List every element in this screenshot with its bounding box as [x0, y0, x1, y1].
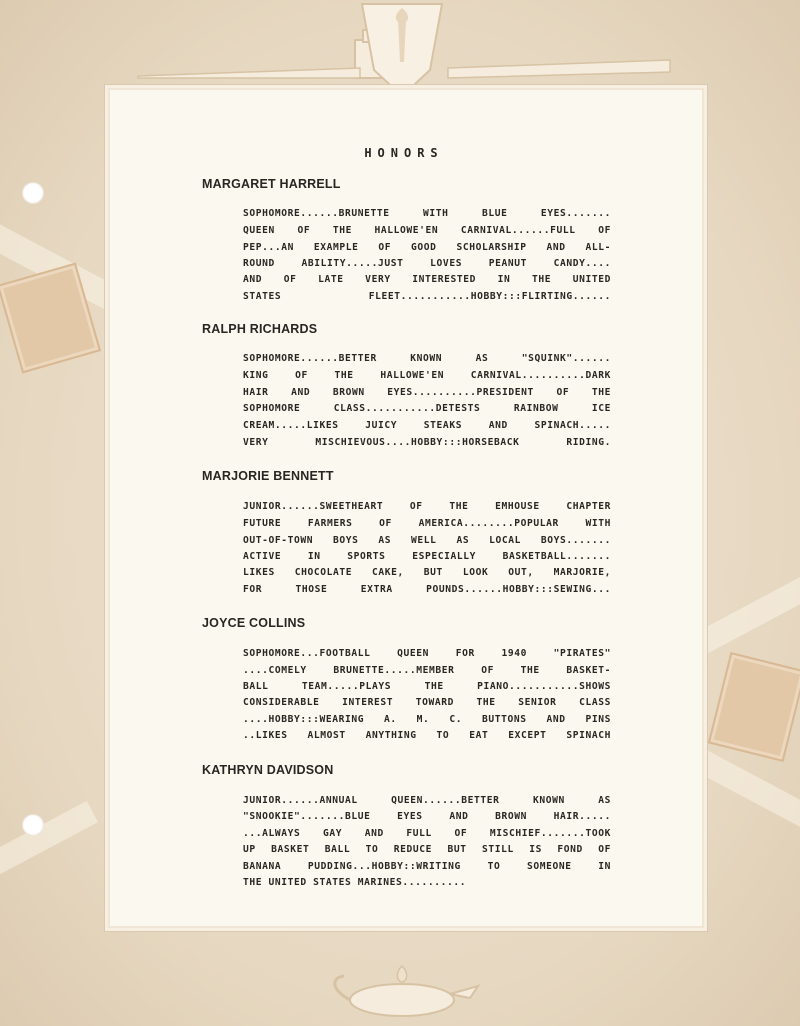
description-line: "SNOOKIE".......BLUE EYES AND BROWN HAIR.....: [243, 811, 611, 822]
description-line: JUNIOR......ANNUAL QUEEN......BETTER KNOWN AS: [243, 795, 611, 806]
description-line: BALL TEAM.....PLAYS THE PIANO...........SHOWS: [243, 681, 611, 692]
decorative-stripe: [0, 801, 98, 883]
page-title: HONORS: [364, 146, 444, 160]
binder-hole: [22, 814, 44, 836]
description-line: CREAM.....LIKES JUICY STEAKS AND SPINACH.....: [243, 420, 611, 431]
description-line: BANANA PUDDING...HOBBY::WRITING TO SOMEONE IN: [243, 861, 611, 872]
description-line: STATES FLEET...........HOBBY:::FLIRTING......: [243, 291, 611, 302]
description-line: ..LIKES ALMOST ANYTHING TO EAT EXCEPT SPINACH: [243, 730, 611, 741]
book-icon: [708, 652, 800, 762]
description-line: SOPHOMORE CLASS...........DETESTS RAINBOW ICE: [243, 403, 611, 414]
honoree-name: RALPH RICHARDS: [202, 322, 318, 336]
description-line: OUT-OF-TOWN BOYS AS WELL AS LOCAL BOYS.......: [243, 535, 611, 546]
description-line: ACTIVE IN SPORTS ESPECIALLY BASKETBALL.......: [243, 551, 611, 562]
top-emblem: [130, 0, 675, 95]
description-line: ROUND ABILITY.....JUST LOVES PEANUT CANDY....: [243, 258, 611, 269]
description-line: ....HOBBY:::WEARING A. M. C. BUTTONS AND PINS: [243, 714, 611, 725]
description-line: ....COMELY BRUNETTE.....MEMBER OF THE BASKET-: [243, 665, 611, 676]
honoree-name: KATHRYN DAVIDSON: [202, 763, 334, 777]
description-line: CONSIDERABLE INTEREST TOWARD THE SENIOR CLASS: [243, 697, 611, 708]
description-line: PEP...AN EXAMPLE OF GOOD SCHOLARSHIP AND ALL-: [243, 242, 611, 253]
description-line: FUTURE FARMERS OF AMERICA........POPULAR WITH: [243, 518, 611, 529]
description-line: SOPHOMORE......BRUNETTE WITH BLUE EYES.......: [243, 208, 611, 219]
description-line: ...ALWAYS GAY AND FULL OF MISCHIEF.......TOOK: [243, 828, 611, 839]
description-line: UP BASKET BALL TO REDUCE BUT STILL IS FOND OF: [243, 844, 611, 855]
description-line: LIKES CHOCOLATE CAKE, BUT LOOK OUT, MARJORIE,: [243, 567, 611, 578]
description-line: VERY MISCHIEVOUS....HOBBY:::HORSEBACK RIDING.: [243, 437, 611, 448]
decorative-stripe: [693, 749, 800, 836]
decorative-stripe: [693, 569, 800, 656]
honoree-name: MARJORIE BENNETT: [202, 469, 334, 483]
description-line: THE UNITED STATES MARINES..........: [243, 877, 467, 888]
description-line: SOPHOMORE......BETTER KNOWN AS "SQUINK"......: [243, 353, 611, 364]
description-line: FOR THOSE EXTRA POUNDS......HOBBY:::SEWING...: [243, 584, 611, 595]
description-line: AND OF LATE VERY INTERESTED IN THE UNITED: [243, 274, 611, 285]
lamp-of-learning-icon: [330, 960, 480, 1026]
description-line: QUEEN OF THE HALLOWE'EN CARNIVAL......FULL OF: [243, 225, 611, 236]
description-line: KING OF THE HALLOWE'EN CARNIVAL..........DARK: [243, 370, 611, 381]
binder-hole: [22, 182, 44, 204]
description-line: JUNIOR......SWEETHEART OF THE EMHOUSE CHAPTER: [243, 501, 611, 512]
honoree-name: JOYCE COLLINS: [202, 616, 306, 630]
honoree-name: MARGARET HARRELL: [202, 177, 341, 191]
torch-icon: [362, 4, 442, 95]
description-line: SOPHOMORE...FOOTBALL QUEEN FOR 1940 "PIRATES": [243, 648, 611, 659]
description-line: HAIR AND BROWN EYES..........PRESIDENT OF THE: [243, 387, 611, 398]
